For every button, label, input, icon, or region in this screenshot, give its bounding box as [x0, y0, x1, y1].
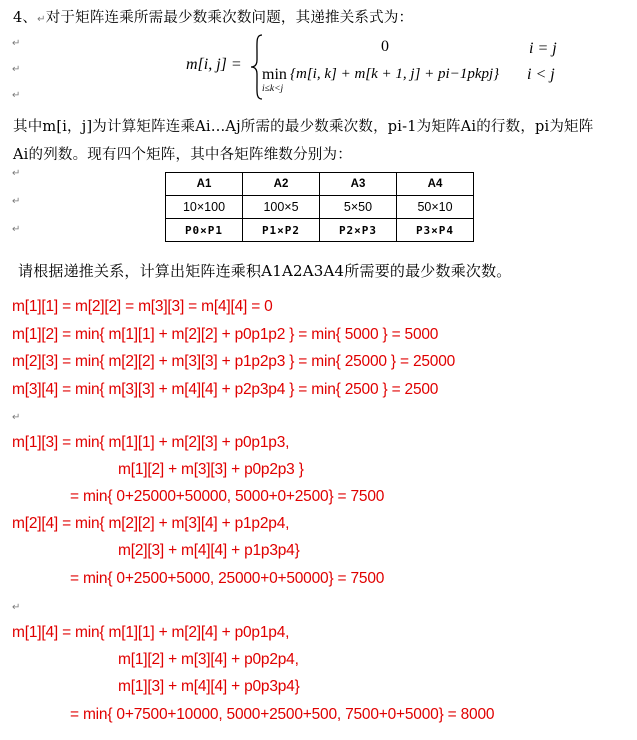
- table-cell: 10×100: [166, 196, 243, 219]
- solution-line: m[1][1] = m[2][2] = m[3][3] = m[4][4] = 0: [12, 298, 273, 315]
- explanation-line-2: Ai的列数。现有四个矩阵，其中各矩阵维数分别为：: [13, 147, 352, 163]
- explanation-line-1: 其中m[i，j]为计算矩阵连乘Ai…Aj所需的最少数乘次数，pi-1为矩阵Ai的行数，pi为矩阵: [13, 119, 594, 135]
- formula-case1-condition: i = j: [529, 40, 557, 57]
- solution-line: m[1][2] = min{ m[1][1] + m[2][2] + p0p1p2 } = min{ 5000 } = 5000: [12, 326, 439, 343]
- paragraph-mark: ↵: [12, 412, 21, 423]
- solution-line: m[2][3] + m[4][4] + p1p3p4}: [118, 542, 300, 559]
- solution-line: m[1][4] = min{ m[1][1] + m[2][4] + p0p1p4,: [12, 624, 290, 641]
- formula-lhs: m[i, j] =: [186, 56, 242, 73]
- table-cell: P3×P4: [397, 219, 474, 242]
- table-cell: P1×P2: [243, 219, 320, 242]
- problem-heading: 对于矩阵连乘所需最少数乘次数问题，其递推关系式为：: [45, 10, 414, 26]
- formula-case1-value: 0: [381, 38, 389, 55]
- solution-line: = min{ 0+2500+5000, 25000+0+50000} = 7500: [70, 570, 385, 587]
- solution-line: m[1][3] + m[4][4] + p0p3p4}: [118, 678, 300, 695]
- table-row: [166, 196, 474, 219]
- table-row: [166, 219, 474, 242]
- solution-line: m[2][4] = min{ m[2][2] + m[3][4] + p1p2p4,: [12, 515, 290, 532]
- table-header-cell: A4: [397, 173, 474, 196]
- solution-line: m[1][2] + m[3][4] + p0p2p4,: [118, 651, 299, 668]
- table-cell: P0×P1: [166, 219, 243, 242]
- table-cell: 5×50: [320, 196, 397, 219]
- paragraph-mark: ↵: [12, 224, 21, 235]
- table-header-cell: A3: [320, 173, 397, 196]
- table-header-cell: A1: [166, 173, 243, 196]
- table-cell: 50×10: [397, 196, 474, 219]
- solution-line: m[1][3] = min{ m[1][1] + m[2][3] + p0p1p3,: [12, 434, 290, 451]
- solution-line: m[1][2] + m[3][3] + p0p2p3 }: [118, 461, 304, 478]
- table-header-row: [166, 173, 474, 196]
- paragraph-mark: ↵: [12, 38, 21, 49]
- table-cell: 100×5: [243, 196, 320, 219]
- formula-min: min: [262, 66, 287, 83]
- formula-case2-condition: i < j: [527, 66, 555, 83]
- solution-line: m[2][3] = min{ m[2][2] + m[3][3] + p1p2p3 } = min{ 25000 } = 25000: [12, 353, 456, 370]
- paragraph-mark: ↵: [12, 64, 21, 75]
- formula-case2-expression: {m[i, k] + m[k + 1, j] + pi−1pkpj}: [290, 66, 500, 82]
- solution-line: = min{ 0+25000+50000, 5000+0+2500} = 7500: [70, 488, 385, 505]
- paragraph-mark: ↵: [12, 90, 21, 101]
- matrix-dimensions-table: [165, 172, 474, 242]
- solution-line: m[3][4] = min{ m[3][3] + m[4][4] + p2p3p4 } = min{ 2500 } = 2500: [12, 381, 439, 398]
- paragraph-mark: ↵: [12, 168, 21, 179]
- table-cell: P2×P3: [320, 219, 397, 242]
- table-header-cell: A2: [243, 173, 320, 196]
- formula-min-subscript: i≤k<j: [262, 84, 284, 94]
- problem-number: 4、↵对于矩阵连乘所需最少数乘次数问题，其递推关系式为：: [13, 10, 414, 26]
- question-text: 请根据递推关系，计算出矩阵连乘积A1A2A3A4所需要的最少数乘次数。: [18, 262, 512, 280]
- solution-line: = min{ 0+7500+10000, 5000+2500+500, 7500+0+5000} = 8000: [70, 706, 495, 723]
- paragraph-mark: ↵: [12, 196, 21, 207]
- paragraph-mark: ↵: [12, 602, 21, 613]
